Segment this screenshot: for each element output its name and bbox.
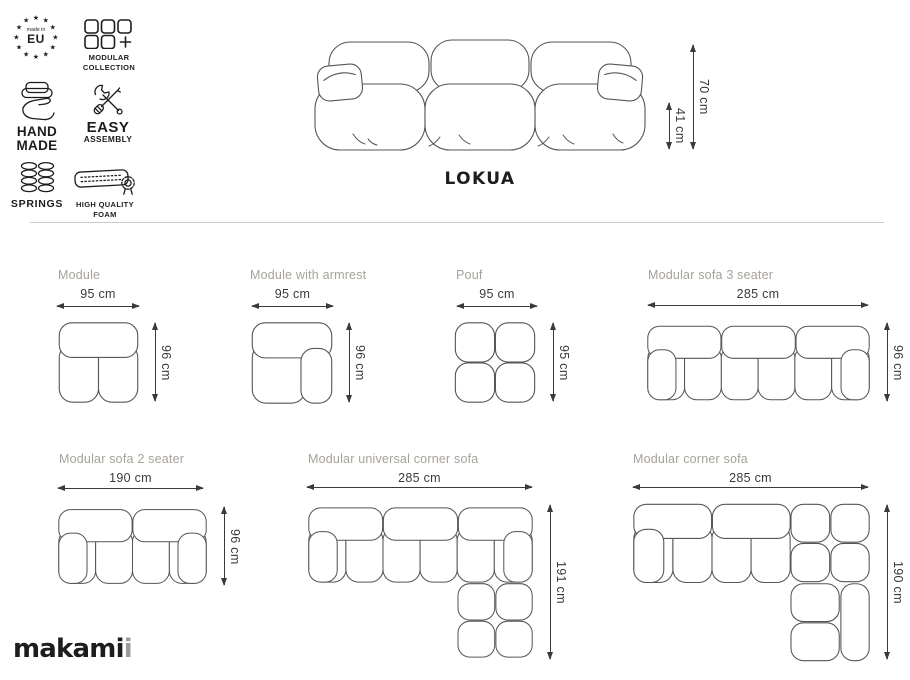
- width-arrow: [307, 487, 532, 488]
- height-arrow: [349, 323, 350, 402]
- width-arrow: [457, 306, 537, 307]
- seat-height-arrow: [669, 103, 670, 149]
- star-icon: ★: [22, 49, 30, 59]
- width-dimension: 285 cm: [398, 471, 441, 485]
- star-icon: ★: [32, 52, 40, 61]
- badge-springs: [8, 161, 66, 210]
- star-icon: ★: [32, 13, 40, 22]
- width-dimension: 190 cm: [109, 471, 152, 485]
- badge-label: MADE: [16, 137, 58, 153]
- module-top-view: [251, 322, 333, 404]
- height-arrow: [887, 323, 888, 401]
- figure-module: [57, 268, 237, 418]
- sofa-front-illustration: [313, 38, 647, 152]
- height-arrow: [155, 323, 156, 401]
- badge-label: HIGH QUALITY: [76, 200, 134, 209]
- module-label: Module with armrest: [250, 268, 367, 282]
- brand-logo: [13, 634, 132, 664]
- width-arrow: [633, 487, 868, 488]
- width-dimension: 95 cm: [80, 287, 116, 301]
- badge-label: EASY: [86, 119, 130, 136]
- badge-label: ASSEMBLY: [83, 134, 133, 144]
- height-arrow: [553, 323, 554, 401]
- width-arrow: [252, 306, 333, 307]
- width-arrow: [58, 488, 203, 489]
- figure-corner-sofa: [633, 452, 910, 672]
- height-arrow: [887, 505, 888, 659]
- badge-label: MODULAR: [88, 53, 130, 62]
- figure-pouf: [454, 268, 634, 418]
- badge-high-quality-foam: [72, 166, 138, 220]
- badge-modular-collection: [76, 19, 142, 73]
- star-icon: ★: [22, 15, 30, 25]
- height-dimension: 96 cm: [228, 528, 242, 565]
- badge-label: SPRINGS: [10, 198, 64, 210]
- easy-assembly-icon: [91, 83, 125, 117]
- star-icon: ★: [52, 32, 59, 42]
- module-label: Pouf: [456, 268, 483, 282]
- badge-made-in-eu: [12, 13, 60, 61]
- eu-text: EU: [27, 32, 45, 46]
- springs-icon: [19, 161, 55, 195]
- header-divider: [30, 222, 884, 223]
- module-label: Modular sofa 2 seater: [59, 452, 185, 466]
- figure-sofa-2-seater: [58, 452, 258, 652]
- brand-logo-accent: i: [123, 634, 132, 664]
- star-icon: ★: [49, 22, 57, 32]
- star-icon: ★: [13, 32, 20, 42]
- star-icon: ★: [15, 42, 23, 52]
- height-dimension: 96 cm: [353, 345, 367, 381]
- width-arrow: [57, 306, 139, 307]
- seat-height-dimension: 41 cm: [673, 108, 687, 144]
- hand-made-icon: [18, 81, 56, 121]
- badge-label: HAND: [16, 124, 58, 139]
- badge-easy-assembly: [82, 83, 134, 144]
- height-arrow: [224, 507, 225, 585]
- star-icon: ★: [15, 22, 23, 32]
- module-top-view: [57, 322, 140, 403]
- eu-stars-icon: [12, 13, 60, 61]
- made-in-text: made in: [26, 27, 46, 33]
- total-height-arrow: [693, 45, 694, 149]
- height-dimension: 96 cm: [891, 345, 905, 381]
- module-top-view: [58, 506, 207, 587]
- brand-logo-main: makami: [13, 634, 124, 664]
- figure-sofa-3-seater: [647, 268, 907, 418]
- star-icon: ★: [49, 42, 57, 52]
- width-dimension: 285 cm: [736, 287, 780, 301]
- badge-label: FOAM: [93, 209, 117, 219]
- height-dimension: 95 cm: [557, 344, 571, 381]
- figure-module-with-armrest: [251, 268, 431, 418]
- width-dimension: 95 cm: [479, 287, 515, 301]
- module-top-view: [454, 322, 536, 403]
- module-top-view: [633, 503, 870, 662]
- module-label: Module: [58, 268, 101, 282]
- width-arrow: [648, 305, 868, 306]
- badge-hand-made: [11, 81, 63, 152]
- height-dimension: 191 cm: [554, 561, 568, 604]
- badge-label: COLLECTION: [82, 62, 136, 72]
- module-top-view: [647, 322, 870, 404]
- star-icon: ★: [42, 49, 50, 59]
- modular-collection-icon: [84, 19, 134, 49]
- height-dimension: 96 cm: [159, 344, 173, 381]
- width-dimension: 285 cm: [729, 471, 772, 485]
- foam-icon: [73, 166, 137, 196]
- figure-universal-corner-sofa: [307, 452, 577, 672]
- product-name: LOKUA: [444, 169, 516, 189]
- height-arrow: [550, 505, 551, 659]
- total-height-dimension: 70 cm: [697, 79, 711, 115]
- width-dimension: 95 cm: [274, 287, 311, 301]
- height-dimension: 190 cm: [891, 561, 905, 604]
- module-label: Modular universal corner sofa: [308, 452, 479, 466]
- module-label: Modular corner sofa: [633, 452, 748, 466]
- module-label: Modular sofa 3 seater: [648, 268, 774, 282]
- module-top-view: [308, 503, 533, 662]
- star-icon: ★: [42, 15, 50, 25]
